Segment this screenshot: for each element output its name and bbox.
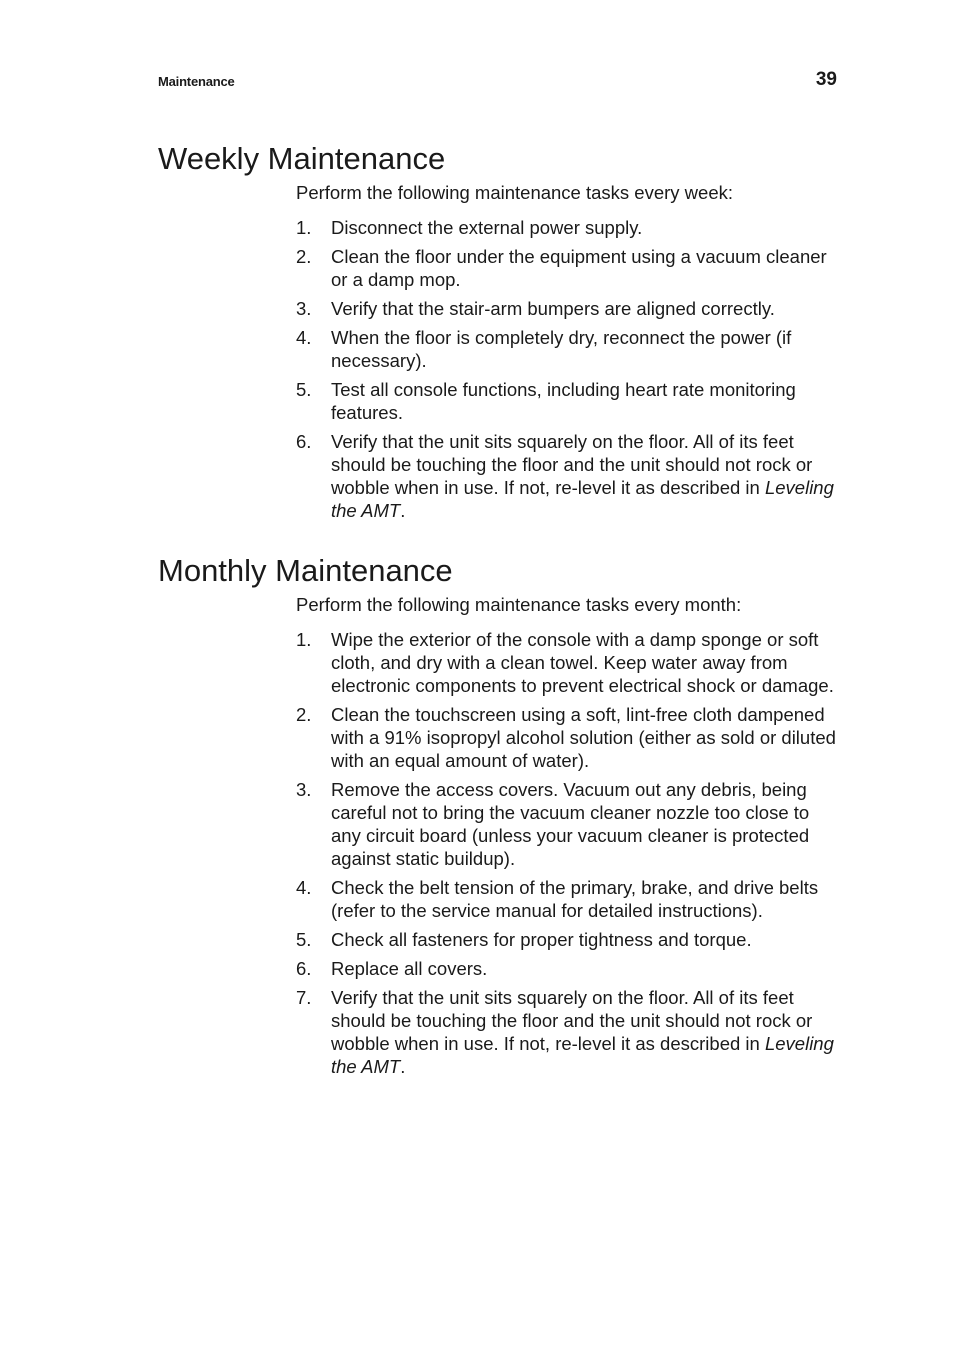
- list-item: [296, 778, 841, 870]
- step-text-main: Verify that the stair-arm bumpers are aligned correctly.: [331, 298, 775, 319]
- list-item: [296, 928, 841, 951]
- list-item: [296, 876, 841, 922]
- step-text: [331, 246, 827, 290]
- step-number: 2.: [296, 704, 312, 725]
- list-item: [296, 986, 841, 1078]
- step-number: 6.: [296, 958, 312, 979]
- step-number: 5.: [296, 929, 312, 950]
- list-item: [296, 297, 841, 320]
- step-number: 7.: [296, 987, 312, 1008]
- step-number: 1.: [296, 629, 312, 650]
- weekly-steps-list: [296, 216, 841, 528]
- step-number: 3.: [296, 779, 312, 800]
- step-number: 6.: [296, 431, 312, 452]
- list-item: [296, 245, 841, 291]
- step-text-main: Check all fasteners for proper tightness and torque.: [331, 929, 752, 950]
- step-number: 5.: [296, 379, 312, 400]
- page-number: 39: [815, 69, 837, 90]
- list-item: [296, 430, 841, 522]
- step-number: 1.: [296, 217, 312, 238]
- step-text: [331, 431, 834, 521]
- step-text: [331, 958, 487, 979]
- step-text: [331, 779, 809, 869]
- step-text-main: Verify that the unit sits squarely on the floor. All of its feet should be touching the floor and the unit should not rock or wobble when in use. If not, re-level it as described in: [331, 987, 813, 1054]
- monthly-maintenance-title: Monthly Maintenance: [158, 553, 453, 588]
- list-item: [296, 326, 841, 372]
- cross-reference: Leveling the AMT: [331, 477, 834, 521]
- list-item: [296, 378, 841, 424]
- step-text: [331, 217, 642, 238]
- running-header: Maintenance: [158, 74, 235, 89]
- step-number: 4.: [296, 877, 312, 898]
- step-text: [331, 704, 836, 771]
- step-number: 3.: [296, 298, 312, 319]
- step-text: [331, 327, 791, 371]
- step-text: [331, 629, 834, 696]
- weekly-intro: Perform the following maintenance tasks every week:: [296, 182, 734, 203]
- list-item: [296, 957, 841, 980]
- step-number: 2.: [296, 246, 312, 267]
- step-text: [331, 298, 775, 319]
- step-text: [331, 379, 796, 423]
- step-text-main: Clean the floor under the equipment using a vacuum cleaner or a damp mop.: [331, 246, 827, 290]
- list-item: [296, 628, 841, 697]
- step-text-main: Disconnect the external power supply.: [331, 217, 643, 238]
- step-text: [331, 877, 818, 921]
- step-text-main: When the floor is completely dry, reconnect the power (if necessary).: [331, 327, 792, 371]
- step-text-main: Wipe the exterior of the console with a damp sponge or soft cloth, and dry with a clean towel. Keep water away from electronic components to prevent electrical shock or damage.: [331, 629, 834, 696]
- monthly-intro: Perform the following maintenance tasks every month:: [296, 594, 742, 615]
- step-text: [331, 929, 752, 950]
- step-text-main: Remove the access covers. Vacuum out any debris, being careful not to bring the vacuum cleaner nozzle too close to any circuit board (unless your vacuum cleaner is protected against static buildup).: [331, 779, 810, 869]
- step-text-tail: .: [400, 500, 406, 521]
- step-number: 4.: [296, 327, 312, 348]
- monthly-steps-list: [296, 628, 841, 1084]
- step-text-main: Test all console functions, including heart rate monitoring features.: [331, 379, 796, 423]
- step-text-main: Clean the touchscreen using a soft, lint-free cloth dampened with a 91% isopropyl alcohol solution (either as sold or diluted with an equal amount of water).: [331, 704, 836, 771]
- step-text-main: Replace all covers.: [331, 958, 488, 979]
- step-text-tail: .: [400, 1056, 406, 1077]
- step-text: [331, 987, 834, 1077]
- list-item: [296, 703, 841, 772]
- cross-reference: Leveling the AMT: [331, 1033, 834, 1077]
- step-text-main: Check the belt tension of the primary, brake, and drive belts (refer to the service manual for detailed instructions).: [331, 877, 819, 921]
- weekly-maintenance-title: Weekly Maintenance: [158, 141, 446, 176]
- step-text-main: Verify that the unit sits squarely on the floor. All of its feet should be touching the floor and the unit should not rock or wobble when in use. If not, re-level it as described in: [331, 431, 813, 498]
- list-item: [296, 216, 841, 239]
